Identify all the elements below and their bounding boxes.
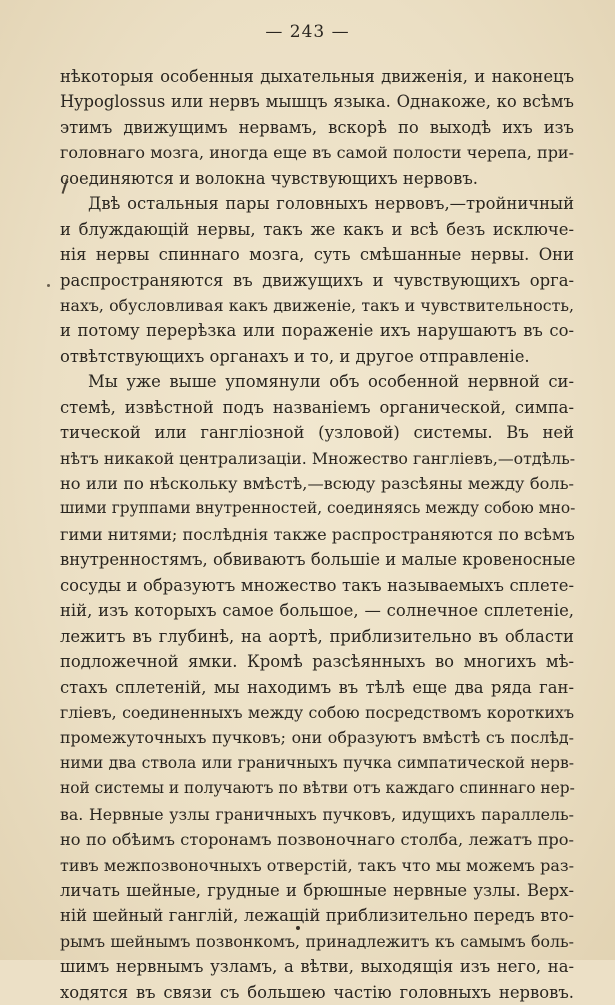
text-line: нѣкоторыя особенныя дыхательныя движенія, и наконецъ [60, 67, 574, 86]
text-line: сосуды и образуютъ множество такъ называемыхъ сплете- [60, 575, 574, 595]
text-line: и блуждающій нервы, такъ же какъ и всѣ безъ исключе- [60, 219, 574, 239]
text-line: нѣтъ никакой централизаціи. Множество гангліевъ,—отдѣль- [60, 448, 576, 468]
text-line: ній шейный ганглій, лежащій приблизительно передъ вто- [60, 906, 574, 926]
text-line: шимъ нервнымъ узламъ, а вѣтви, выходящія изъ него, на- [60, 957, 574, 977]
text-line: ва. Нервные узлы граничныхъ пучковъ, идущихъ параллель- [60, 804, 574, 824]
text-line: Двѣ остальныя пары головныхъ нервовъ,—тройничный [88, 194, 574, 214]
text-line: отвѣтствующихъ органахъ и то, и другое отправленіе. [60, 346, 530, 366]
text-line: головнаго мозга, иногда еще въ самой полости черепа, при- [60, 143, 574, 163]
text-line: тивъ межпозвоночныхъ отверстій, такъ что мы можемъ раз- [60, 855, 574, 875]
text-line: стемѣ, извѣстной подъ названіемъ органической, симпа- [60, 397, 574, 417]
text-line: но или по нѣскольку вмѣстѣ,—всюду разсѣяны между боль- [60, 474, 574, 493]
text-line: стахъ сплетеній, мы находимъ въ тѣлѣ еще два ряда ган- [60, 677, 574, 697]
text-line: гліевъ, соединенныхъ между собою посредствомъ короткихъ [60, 702, 574, 722]
text-line: этимъ движущимъ нервамъ, вскорѣ по выходѣ ихъ изъ [60, 117, 574, 137]
text-line: ной системы и получаютъ по вѣтви отъ каждаго спиннаго нер- [60, 779, 575, 798]
text-line: нія нервы спиннаго мозга, суть смѣшанные нервы. Они [60, 245, 574, 265]
text-line: тической или ганглiозной (узловой) системы. Въ ней [60, 423, 574, 443]
text-line: внутренностямъ, обвиваютъ большіе и малые кровеносные [60, 550, 576, 570]
page-number: — 243 — [265, 22, 350, 42]
text-line: распространяются въ движущихъ и чувствующихъ орга- [60, 270, 574, 290]
text-line: Hypoglossus или нервъ мышцъ языка. Однакоже, ко всѣмъ [60, 92, 574, 112]
text-line: лежитъ въ глубинѣ, на аортѣ, приблизительно въ области [60, 626, 574, 646]
text-line: личать шейные, грудные и брюшные нервные узлы. Верх- [60, 881, 574, 900]
text-line: ними два ствола или граничныхъ пучка симпатической нерв- [60, 753, 574, 772]
text-line: подложечной ямки. Кромѣ разсѣянныхъ во многихъ мѣ- [60, 652, 574, 672]
text-line: ній, изъ которыхъ самое большое, — солнечное сплетеніе, [60, 601, 574, 621]
text-line: нахъ, обусловливая какъ движеніе, такъ и чувствительность, [60, 295, 574, 315]
body-text [60, 64, 574, 1005]
text-line: промежуточныхъ пучковъ; они образуютъ вмѣстѣ съ послѣд- [60, 728, 574, 748]
text-line: гими нитями; послѣднія также распространяются по всѣмъ [60, 524, 575, 544]
text-line: рымъ шейнымъ позвонкомъ, принадлежитъ къ самымъ боль- [60, 931, 574, 951]
text-line: соединяются и волокна чувствующихъ нервовъ. [60, 168, 478, 188]
margin-dot [47, 284, 50, 287]
bottom-dot [296, 926, 300, 930]
text-line: но по обѣимъ сторонамъ позвоночнаго столба, лежатъ про- [60, 830, 574, 850]
text-line: шими группами внутренностей, соединяясь между собою мно- [60, 499, 576, 518]
text-line: ходятся въ связи съ большею частію головныхъ нервовъ. [60, 982, 574, 1002]
text-line: и потому перерѣзка или пораженіе ихъ нарушаютъ въ со- [60, 321, 574, 341]
text-line: Мы уже выше упомянули объ особенной нервной си- [88, 372, 574, 392]
